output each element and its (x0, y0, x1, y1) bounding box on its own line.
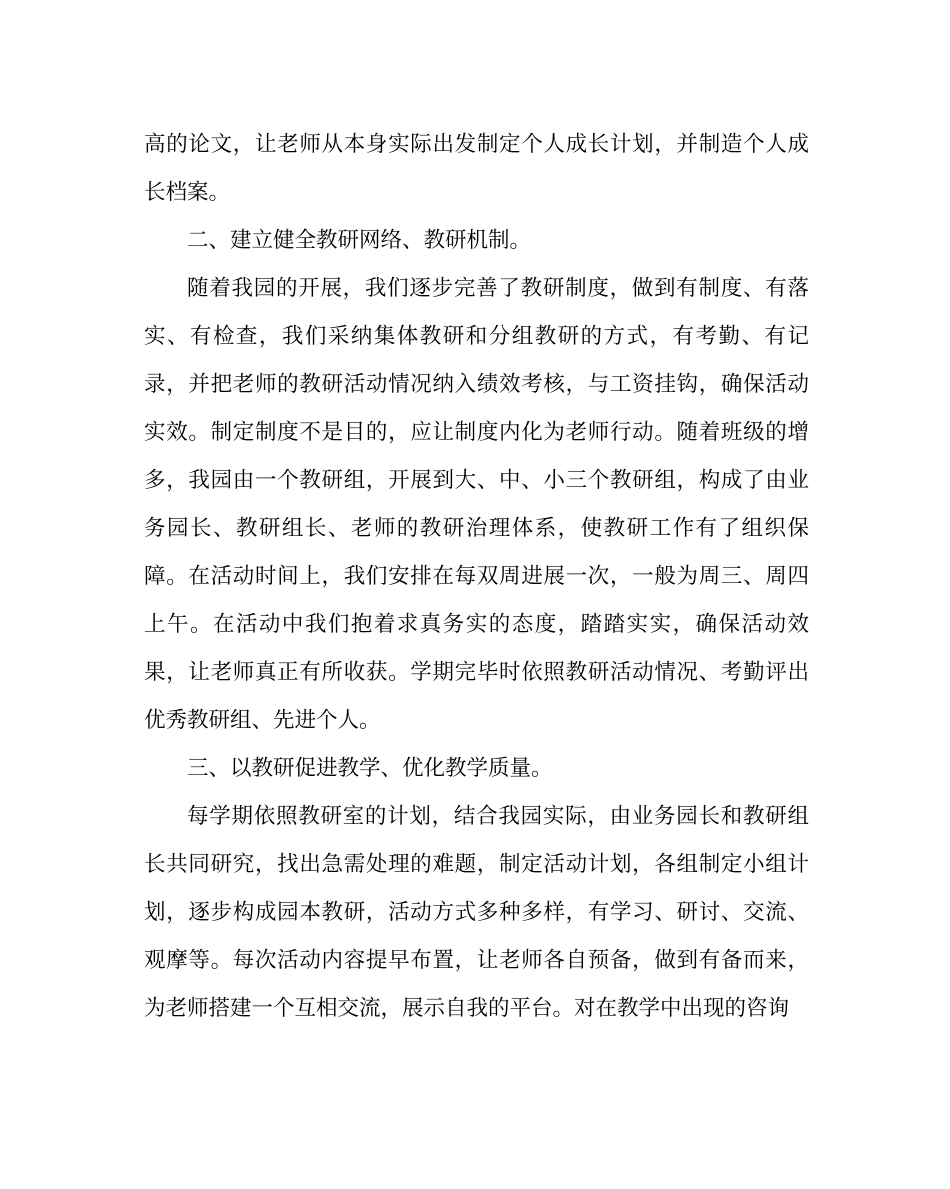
section-heading-3: 三、以教研促进教学、优化教学质量。 (187, 756, 553, 781)
paragraph-5: 每学期依照教研室的计划，结合我园实际，由业务园长和教研组长共同研究，找出急需处理的难题，制定活动计划，各组制定小组计划，逐步构成园本教研，活动方式多种多样，有学习、研讨、交流、观摩等。每次活动内容提早布置，让老师各自预备，做到有备而来，为老师搭建一个互相交流，展示自我的平台。对在教学中出现的咨询 (144, 804, 809, 1021)
paragraph-3: 随着我园的开展，我们逐步完善了教研制度，做到有制度、有落实、有检查，我们采纳集体教研和分组教研的方式，有考勤、有记录，并把老师的教研活动情况纳入绩效考核，与工资挂钩，确保活动实效。制定制度不是目的，应让制度内化为老师行动。随着班级的增多，我园由一个教研组，开展到大、中、小三个教研组，构成了由业务园长、教研组长、老师的教研治理体系，使教研工作有了组织保障。在活动时间上，我们安排在每双周进展一次，一般为周三、周四上午。在活动中我们抱着求真务实的态度，踏踏实实，确保活动效果，让老师真正有所收获。学期完毕时依照教研活动情况、考勤评出优秀教研组、先进个人。 (144, 276, 809, 733)
section-heading-2: 二、建立健全教研网络、教研机制。 (187, 228, 532, 253)
document-body (144, 121, 809, 1033)
paragraph-1: 高的论文，让老师从本身实际出发制定个人成长计划，并制造个人成长档案。 (144, 132, 809, 205)
